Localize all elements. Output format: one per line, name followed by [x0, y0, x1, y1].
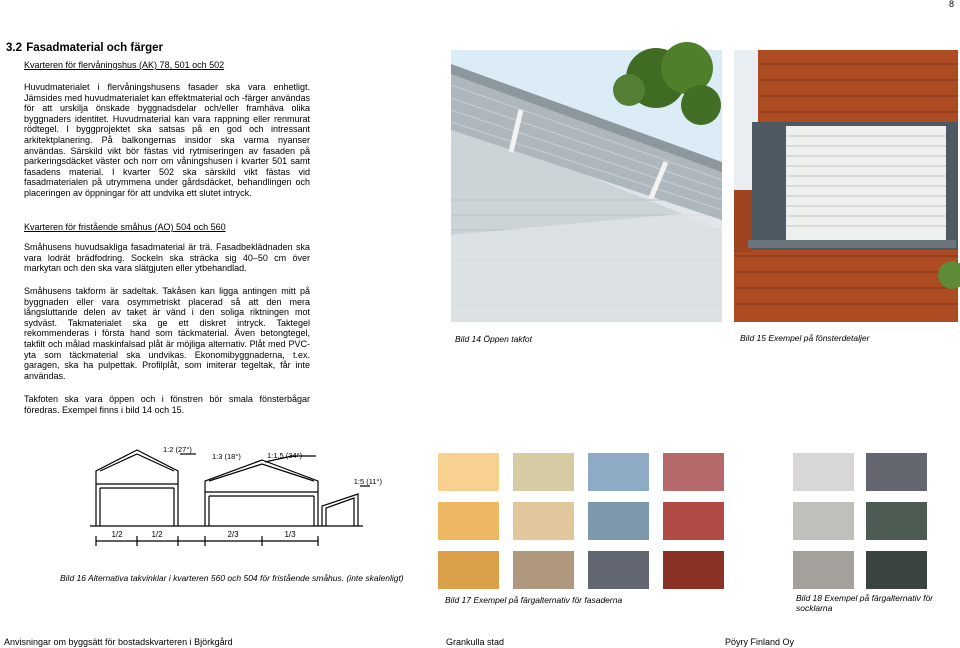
socle-swatch-2-2 — [866, 502, 927, 540]
facade-swatch-1-3 — [588, 453, 649, 491]
angle-label-1: 1:2 (27°) — [163, 445, 192, 454]
caption-bild-16: Bild 16 Alternativa takvinklar i kvarteren 560 och 504 för fristående småhus. (inte skalenligt) — [60, 573, 404, 583]
ao-para-1: Småhusens huvudsakliga fasadmaterial är trä. Fasadbeklädnaden ska vara lodrät brädfodring. Sockeln ska sträcka sig 40–50 cm över markytan och den ska vara slätgjuten eller ytbehandlad. — [24, 242, 310, 274]
facade-swatch-3-3 — [588, 551, 649, 589]
facade-swatch-2-4 — [663, 502, 724, 540]
facade-swatch-3-2 — [513, 551, 574, 589]
facade-swatch-3-4 — [663, 551, 724, 589]
page-number: 8 — [948, 0, 954, 9]
footer-left: Anvisningar om byggsätt för bostadskvarteren i Björkgård — [4, 637, 233, 647]
angle-label-2: 1:3 (18°) — [212, 452, 241, 461]
house-2-outline — [205, 460, 318, 526]
caption-bild-18: Bild 18 Exempel på färgalternativ för socklarna — [796, 593, 934, 613]
ao-heading: Kvarteren för fristående småhus (AO) 504 och 560 — [24, 222, 226, 232]
facade-swatch-1-2 — [513, 453, 574, 491]
ao-para-2: Småhusens takform är sadeltak. Takåsen kan ligga antingen mitt på byggnaden eller vara osymmetriskt placerad så att den mera långsluttande delen av taket är vänd i den soliga riktningen mot sydväst. Takmaterialet ska ge ett diskret intryck. Taktegel rekommenderas i första hand som täckmaterial. Även betongtegel, takfilt och målad maskinfalsad plåt är möjliga alternativ. Plåt med PVC-yta som täckmaterial ska undvikas. Ekonomibyggnaderna, t.ex. garagen, ska ha pulpettak. Profilplåt, som imiterar tegeltak, får inte användas. — [24, 286, 310, 381]
caption-bild-17: Bild 17 Exempel på färgalternativ för fasaderna — [445, 595, 623, 605]
socle-color-palette — [793, 453, 929, 591]
photo-open-eaves — [451, 50, 722, 322]
facade-swatch-2-2 — [513, 502, 574, 540]
photo-window-detail — [734, 50, 958, 322]
socle-swatch-2-1 — [793, 502, 854, 540]
socle-swatch-3-1 — [793, 551, 854, 589]
facade-swatch-3-1 — [438, 551, 499, 589]
angle-label-4: 1:5 (11°) — [353, 477, 382, 486]
section-title: Fasadmaterial och färger — [26, 42, 163, 54]
socle-swatch-1-2 — [866, 453, 927, 491]
caption-bild-14: Bild 14 Öppen takfot — [455, 334, 533, 344]
footer-right: Pöyry Finland Oy — [725, 637, 795, 647]
facade-color-palette — [438, 453, 726, 591]
angle-label-3: 1:1,5 (34°) — [267, 451, 303, 460]
facade-swatch-2-1 — [438, 502, 499, 540]
ak-body: Huvudmaterialet i flervåningshusens fasader ska vara enhetligt. Jämsides med huvudmaterialet kan effektmaterial och -färger användas för att urskilja önskade byggnadsdelar och/eller framhäva olika byggnaders identitet. Huvudmaterial kan vara rappning eller renmurat rödtegel. I byggprojektet ska satsas på en god och intressant arkitektplanering. På balkongernas insidor ska varma nyanser användas. Särskild vikt bör fästas vid rytmiseringen av fasaden på parkeringsdäcket väster och norr om våningshusen i kvarter 501 samt fasadens material. I kvarter 502 ska särskild vikt fästas vid fasadmaterialen på utrymmena under gårdsdäcket, behandlingen och placeringen av öppningar för att undvika ett slutet intryck. — [24, 82, 310, 198]
dim-label-1: 1/2 — [111, 530, 123, 539]
section-heading — [6, 42, 163, 54]
socle-swatch-1-1 — [793, 453, 854, 491]
ao-para-3: Takfoten ska vara öppen och i fönstren bör smala fönsterbågar föredras. Exempel finns i bild 14 och 15. — [24, 394, 310, 415]
socle-swatch-3-2 — [866, 551, 927, 589]
facade-swatch-1-1 — [438, 453, 499, 491]
facade-swatch-2-3 — [588, 502, 649, 540]
dim-label-4: 1/3 — [284, 530, 296, 539]
section-number: 3.2 — [6, 42, 22, 54]
roof-angle-diagram — [60, 436, 382, 550]
footer-center: Grankulla stad — [446, 637, 505, 647]
dim-label-2: 1/2 — [151, 530, 163, 539]
ak-heading: Kvarteren för flervåningshus (AK) 78, 501 och 502 — [24, 60, 225, 70]
facade-swatch-1-4 — [663, 453, 724, 491]
dim-label-3: 2/3 — [227, 530, 239, 539]
caption-bild-15: Bild 15 Exempel på fönsterdetaljer — [740, 333, 870, 343]
